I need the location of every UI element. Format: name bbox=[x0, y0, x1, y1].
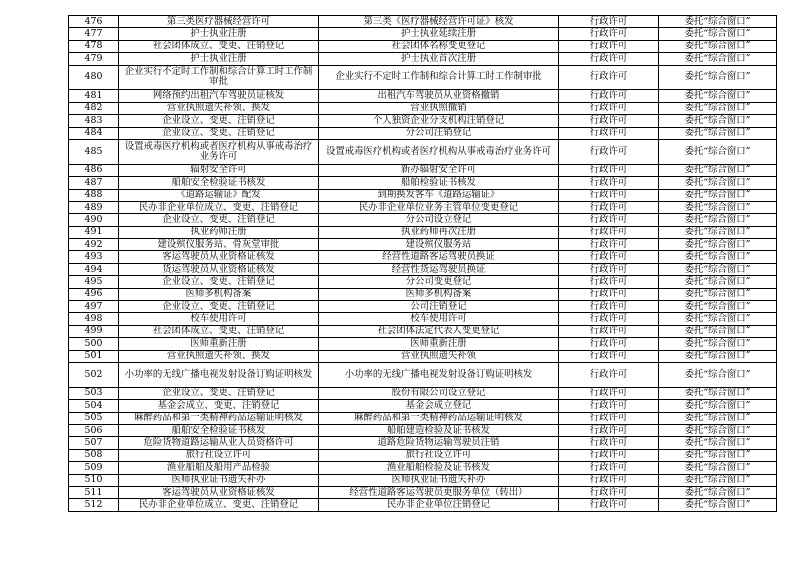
sub-item-cell: 校车使用许可 bbox=[319, 313, 559, 325]
row-number-cell: 501 bbox=[69, 350, 119, 362]
row-number-cell: 496 bbox=[69, 288, 119, 300]
handling-mode-cell: 委托“综合窗口” bbox=[659, 263, 777, 275]
item-name-cell: 企业设立、变更、注销登记 bbox=[119, 301, 319, 313]
table-row bbox=[69, 40, 777, 52]
handling-mode-cell: 委托“综合窗口” bbox=[659, 462, 777, 474]
handling-mode-cell: 委托“综合窗口” bbox=[659, 499, 777, 511]
item-name-cell: 企业设立、变更、注销登记 bbox=[119, 214, 319, 226]
table-row bbox=[69, 301, 777, 313]
item-name-cell: 医师执业证书遗失补办 bbox=[119, 474, 319, 486]
table-row bbox=[69, 201, 777, 213]
item-type-cell: 行政许可 bbox=[559, 16, 659, 28]
row-number-cell: 485 bbox=[69, 139, 119, 164]
handling-mode-cell: 委托“综合窗口” bbox=[659, 115, 777, 127]
table-row bbox=[69, 28, 777, 40]
item-type-cell: 行政许可 bbox=[559, 263, 659, 275]
sub-item-cell: 医师执业证书遗失补办 bbox=[319, 474, 559, 486]
sub-item-cell: 旅行社设立许可 bbox=[319, 449, 559, 461]
handling-mode-cell: 委托“综合窗口” bbox=[659, 400, 777, 412]
item-type-cell: 行政许可 bbox=[559, 214, 659, 226]
sub-item-cell: 分公司变更登记 bbox=[319, 276, 559, 288]
item-type-cell: 行政许可 bbox=[559, 301, 659, 313]
item-type-cell: 行政许可 bbox=[559, 40, 659, 52]
row-number-cell: 487 bbox=[69, 177, 119, 189]
item-type-cell: 行政许可 bbox=[559, 65, 659, 90]
table-row bbox=[69, 189, 777, 201]
handling-mode-cell: 委托“综合窗口” bbox=[659, 313, 777, 325]
handling-mode-cell: 委托“综合窗口” bbox=[659, 362, 777, 387]
item-type-cell: 行政许可 bbox=[559, 437, 659, 449]
item-type-cell: 行政许可 bbox=[559, 139, 659, 164]
handling-mode-cell: 委托“综合窗口” bbox=[659, 90, 777, 102]
item-name-cell: 民办非企业单位成立、变更、注销登记 bbox=[119, 201, 319, 213]
sub-item-cell: 分公司注销登记 bbox=[319, 127, 559, 139]
item-name-cell: 船舶安全检验证书核发 bbox=[119, 424, 319, 436]
handling-mode-cell: 委托“综合窗口” bbox=[659, 226, 777, 238]
sub-item-cell: 设置戒毒医疗机构或者医疗机构从事戒毒治疗业务许可 bbox=[319, 139, 559, 164]
handling-mode-cell: 委托“综合窗口” bbox=[659, 325, 777, 337]
row-number-cell: 476 bbox=[69, 16, 119, 28]
sub-item-cell: 基金会成立登记 bbox=[319, 400, 559, 412]
item-type-cell: 行政许可 bbox=[559, 53, 659, 65]
handling-mode-cell: 委托“综合窗口” bbox=[659, 53, 777, 65]
item-name-cell: 客运驾驶员从业资格证核发 bbox=[119, 251, 319, 263]
row-number-cell: 481 bbox=[69, 90, 119, 102]
handling-mode-cell: 委托“综合窗口” bbox=[659, 251, 777, 263]
row-number-cell: 486 bbox=[69, 164, 119, 176]
sub-item-cell: 船舶建造检验及证书核发 bbox=[319, 424, 559, 436]
item-type-cell: 行政许可 bbox=[559, 449, 659, 461]
handling-mode-cell: 委托“综合窗口” bbox=[659, 437, 777, 449]
sub-item-cell: 民办非企业单位业务主管单位变更登记 bbox=[319, 201, 559, 213]
item-name-cell: 基金会成立、变更、注销登记 bbox=[119, 400, 319, 412]
row-number-cell: 489 bbox=[69, 201, 119, 213]
table-row bbox=[69, 474, 777, 486]
sub-item-cell: 小功率的无线广播电视发射设备订购证明核发 bbox=[319, 362, 559, 387]
row-number-cell: 511 bbox=[69, 486, 119, 498]
handling-mode-cell: 委托“综合窗口” bbox=[659, 239, 777, 251]
sub-item-cell: 护士执业延续注册 bbox=[319, 28, 559, 40]
handling-mode-cell: 委托“综合窗口” bbox=[659, 449, 777, 461]
table-row bbox=[69, 177, 777, 189]
row-number-cell: 506 bbox=[69, 424, 119, 436]
table-row bbox=[69, 288, 777, 300]
item-name-cell: 小功率的无线广播电视发射设备订购证明核发 bbox=[119, 362, 319, 387]
item-name-cell: 渔业船舶及船用产品检验 bbox=[119, 462, 319, 474]
item-type-cell: 行政许可 bbox=[559, 102, 659, 114]
sub-item-cell: 营业执照遗失补领 bbox=[319, 350, 559, 362]
item-name-cell: 医师重新注册 bbox=[119, 338, 319, 350]
table-row bbox=[69, 239, 777, 251]
sub-item-cell: 护士执业首次注册 bbox=[319, 53, 559, 65]
item-type-cell: 行政许可 bbox=[559, 338, 659, 350]
sub-item-cell: 营业执照撤销 bbox=[319, 102, 559, 114]
item-type-cell: 行政许可 bbox=[559, 387, 659, 399]
sub-item-cell: 渔业船舶检验及证书核发 bbox=[319, 462, 559, 474]
table-row bbox=[69, 424, 777, 436]
item-name-cell: 货运驾驶员从业资格证核发 bbox=[119, 263, 319, 275]
table-row bbox=[69, 499, 777, 511]
row-number-cell: 498 bbox=[69, 313, 119, 325]
sub-item-cell: 公司注销登记 bbox=[319, 301, 559, 313]
row-number-cell: 512 bbox=[69, 499, 119, 511]
item-name-cell: 设置戒毒医疗机构或者医疗机构从事戒毒治疗业务许可 bbox=[119, 139, 319, 164]
item-name-cell: 民办非企业单位成立、变更、注销登记 bbox=[119, 499, 319, 511]
sub-item-cell: 道路危险货物运输驾驶员注销 bbox=[319, 437, 559, 449]
table-row bbox=[69, 16, 777, 28]
row-number-cell: 480 bbox=[69, 65, 119, 90]
sub-item-cell: 医师多机构备案 bbox=[319, 288, 559, 300]
sub-item-cell: 第三类《医疗器械经营许可证》核发 bbox=[319, 16, 559, 28]
handling-mode-cell: 委托“综合窗口” bbox=[659, 189, 777, 201]
row-number-cell: 500 bbox=[69, 338, 119, 350]
item-name-cell: 营业执照遗失补领、换发 bbox=[119, 102, 319, 114]
item-name-cell: 企业设立、变更、注销登记 bbox=[119, 127, 319, 139]
item-type-cell: 行政许可 bbox=[559, 164, 659, 176]
item-name-cell: 旅行社设立许可 bbox=[119, 449, 319, 461]
table-row bbox=[69, 437, 777, 449]
item-type-cell: 行政许可 bbox=[559, 424, 659, 436]
item-name-cell: 麻醉药品和第一类精神药品运输证明核发 bbox=[119, 412, 319, 424]
item-type-cell: 行政许可 bbox=[559, 226, 659, 238]
item-type-cell: 行政许可 bbox=[559, 28, 659, 40]
handling-mode-cell: 委托“综合窗口” bbox=[659, 127, 777, 139]
sub-item-cell: 社会团体法定代表人变更登记 bbox=[319, 325, 559, 337]
item-name-cell: 危险货物道路运输从业人员资格许可 bbox=[119, 437, 319, 449]
table-row bbox=[69, 486, 777, 498]
table-row bbox=[69, 412, 777, 424]
row-number-cell: 505 bbox=[69, 412, 119, 424]
item-type-cell: 行政许可 bbox=[559, 127, 659, 139]
sub-item-cell: 新办辐射安全许可 bbox=[319, 164, 559, 176]
row-number-cell: 497 bbox=[69, 301, 119, 313]
sub-item-cell: 社会团体名称变更登记 bbox=[319, 40, 559, 52]
item-type-cell: 行政许可 bbox=[559, 350, 659, 362]
item-name-cell: 校车使用许可 bbox=[119, 313, 319, 325]
item-name-cell: 企业设立、变更、注销登记 bbox=[119, 115, 319, 127]
item-type-cell: 行政许可 bbox=[559, 400, 659, 412]
row-number-cell: 479 bbox=[69, 53, 119, 65]
table-row bbox=[69, 362, 777, 387]
item-name-cell: 社会团体成立、变更、注销登记 bbox=[119, 40, 319, 52]
row-number-cell: 503 bbox=[69, 387, 119, 399]
row-number-cell: 490 bbox=[69, 214, 119, 226]
handling-mode-cell: 委托“综合窗口” bbox=[659, 164, 777, 176]
item-name-cell: 企业设立、变更、注销登记 bbox=[119, 276, 319, 288]
row-number-cell: 491 bbox=[69, 226, 119, 238]
item-name-cell: 企业实行不定时工作制和综合计算工时工作制审批 bbox=[119, 65, 319, 90]
handling-mode-cell: 委托“综合窗口” bbox=[659, 139, 777, 164]
table-row bbox=[69, 400, 777, 412]
table-row bbox=[69, 263, 777, 275]
sub-item-cell: 分公司设立登记 bbox=[319, 214, 559, 226]
item-name-cell: 辐射安全许可 bbox=[119, 164, 319, 176]
sub-item-cell: 股份有限公司设立登记 bbox=[319, 387, 559, 399]
table-row bbox=[69, 115, 777, 127]
item-name-cell: 护士执业注册 bbox=[119, 28, 319, 40]
sub-item-cell: 麻醉药品和第一类精神药品运输证明核发 bbox=[319, 412, 559, 424]
item-name-cell: 《道路运输证》配发 bbox=[119, 189, 319, 201]
item-type-cell: 行政许可 bbox=[559, 313, 659, 325]
row-number-cell: 493 bbox=[69, 251, 119, 263]
item-type-cell: 行政许可 bbox=[559, 251, 659, 263]
item-name-cell: 企业设立、变更、注销登记 bbox=[119, 387, 319, 399]
item-name-cell: 执业药师注册 bbox=[119, 226, 319, 238]
row-number-cell: 478 bbox=[69, 40, 119, 52]
service-items-table bbox=[68, 15, 777, 512]
sub-item-cell: 执业药师再次注册 bbox=[319, 226, 559, 238]
sub-item-cell: 经营性货运驾驶员换证 bbox=[319, 263, 559, 275]
item-type-cell: 行政许可 bbox=[559, 90, 659, 102]
sub-item-cell: 船舶检验证书核发 bbox=[319, 177, 559, 189]
table-row bbox=[69, 449, 777, 461]
handling-mode-cell: 委托“综合窗口” bbox=[659, 28, 777, 40]
item-type-cell: 行政许可 bbox=[559, 486, 659, 498]
handling-mode-cell: 委托“综合窗口” bbox=[659, 288, 777, 300]
handling-mode-cell: 委托“综合窗口” bbox=[659, 486, 777, 498]
item-type-cell: 行政许可 bbox=[559, 499, 659, 511]
table-row bbox=[69, 313, 777, 325]
table-body bbox=[69, 16, 777, 512]
table-row bbox=[69, 127, 777, 139]
item-name-cell: 客运驾驶员从业资格证核发 bbox=[119, 486, 319, 498]
table-row bbox=[69, 387, 777, 399]
item-name-cell: 医师多机构备案 bbox=[119, 288, 319, 300]
item-name-cell: 网络预约出租汽车驾驶员证核发 bbox=[119, 90, 319, 102]
handling-mode-cell: 委托“综合窗口” bbox=[659, 276, 777, 288]
table-row bbox=[69, 325, 777, 337]
handling-mode-cell: 委托“综合窗口” bbox=[659, 350, 777, 362]
row-number-cell: 477 bbox=[69, 28, 119, 40]
table-row bbox=[69, 338, 777, 350]
table-row bbox=[69, 226, 777, 238]
row-number-cell: 508 bbox=[69, 449, 119, 461]
row-number-cell: 504 bbox=[69, 400, 119, 412]
table-row bbox=[69, 214, 777, 226]
table-row bbox=[69, 251, 777, 263]
item-name-cell: 营业执照遗失补领、换发 bbox=[119, 350, 319, 362]
sub-item-cell: 企业实行不定时工作制和综合计算工时工作制审批 bbox=[319, 65, 559, 90]
row-number-cell: 507 bbox=[69, 437, 119, 449]
table-row bbox=[69, 350, 777, 362]
table-row bbox=[69, 65, 777, 90]
sub-item-cell: 经营性道路客运驾驶员更服务单位（转出） bbox=[319, 486, 559, 498]
row-number-cell: 483 bbox=[69, 115, 119, 127]
item-name-cell: 第三类医疗器械经营许可 bbox=[119, 16, 319, 28]
row-number-cell: 484 bbox=[69, 127, 119, 139]
item-type-cell: 行政许可 bbox=[559, 288, 659, 300]
item-type-cell: 行政许可 bbox=[559, 362, 659, 387]
handling-mode-cell: 委托“综合窗口” bbox=[659, 102, 777, 114]
item-type-cell: 行政许可 bbox=[559, 115, 659, 127]
sub-item-cell: 出租汽车驾驶员从业资格撤销 bbox=[319, 90, 559, 102]
row-number-cell: 492 bbox=[69, 239, 119, 251]
item-type-cell: 行政许可 bbox=[559, 462, 659, 474]
sub-item-cell: 民办非企业单位注销登记 bbox=[319, 499, 559, 511]
table-row bbox=[69, 164, 777, 176]
handling-mode-cell: 委托“综合窗口” bbox=[659, 424, 777, 436]
item-name-cell: 护士执业注册 bbox=[119, 53, 319, 65]
handling-mode-cell: 委托“综合窗口” bbox=[659, 301, 777, 313]
item-type-cell: 行政许可 bbox=[559, 474, 659, 486]
handling-mode-cell: 委托“综合窗口” bbox=[659, 338, 777, 350]
sub-item-cell: 个人独资企业分支机构注销登记 bbox=[319, 115, 559, 127]
item-name-cell: 建设殡仪服务站、骨灰堂审批 bbox=[119, 239, 319, 251]
handling-mode-cell: 委托“综合窗口” bbox=[659, 177, 777, 189]
table-row bbox=[69, 53, 777, 65]
row-number-cell: 509 bbox=[69, 462, 119, 474]
handling-mode-cell: 委托“综合窗口” bbox=[659, 201, 777, 213]
table-row bbox=[69, 276, 777, 288]
sub-item-cell: 到期换发客车《道路运输证》 bbox=[319, 189, 559, 201]
row-number-cell: 510 bbox=[69, 474, 119, 486]
handling-mode-cell: 委托“综合窗口” bbox=[659, 65, 777, 90]
sub-item-cell: 医师重新注册 bbox=[319, 338, 559, 350]
table-row bbox=[69, 462, 777, 474]
item-type-cell: 行政许可 bbox=[559, 276, 659, 288]
row-number-cell: 482 bbox=[69, 102, 119, 114]
row-number-cell: 488 bbox=[69, 189, 119, 201]
handling-mode-cell: 委托“综合窗口” bbox=[659, 214, 777, 226]
item-type-cell: 行政许可 bbox=[559, 325, 659, 337]
sub-item-cell: 经营性道路客运驾驶员换证 bbox=[319, 251, 559, 263]
item-name-cell: 船舶安全检验证书核发 bbox=[119, 177, 319, 189]
sub-item-cell: 建设殡仪服务站 bbox=[319, 239, 559, 251]
handling-mode-cell: 委托“综合窗口” bbox=[659, 387, 777, 399]
handling-mode-cell: 委托“综合窗口” bbox=[659, 16, 777, 28]
row-number-cell: 499 bbox=[69, 325, 119, 337]
row-number-cell: 494 bbox=[69, 263, 119, 275]
item-type-cell: 行政许可 bbox=[559, 239, 659, 251]
handling-mode-cell: 委托“综合窗口” bbox=[659, 474, 777, 486]
item-name-cell: 社会团体成立、变更、注销登记 bbox=[119, 325, 319, 337]
handling-mode-cell: 委托“综合窗口” bbox=[659, 412, 777, 424]
row-number-cell: 495 bbox=[69, 276, 119, 288]
handling-mode-cell: 委托“综合窗口” bbox=[659, 40, 777, 52]
table-row bbox=[69, 90, 777, 102]
row-number-cell: 502 bbox=[69, 362, 119, 387]
item-type-cell: 行政许可 bbox=[559, 189, 659, 201]
item-type-cell: 行政许可 bbox=[559, 177, 659, 189]
item-type-cell: 行政许可 bbox=[559, 201, 659, 213]
table-row bbox=[69, 139, 777, 164]
item-type-cell: 行政许可 bbox=[559, 412, 659, 424]
table-row bbox=[69, 102, 777, 114]
